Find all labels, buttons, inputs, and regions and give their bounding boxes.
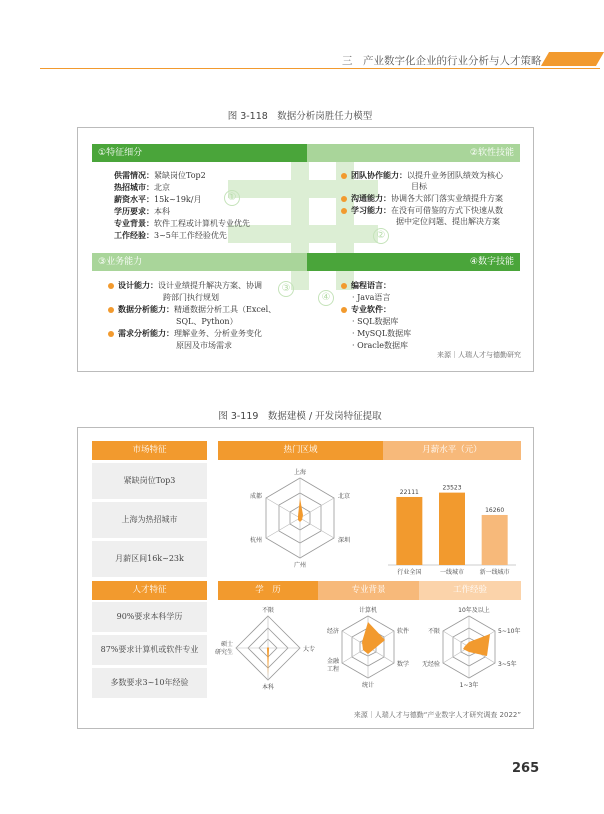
bullet-dot [108,283,114,289]
digital-lang-heading: 编程语言： [341,280,391,291]
salary-bar [439,493,465,565]
edu-label-master-line1: 硕士 [220,641,233,648]
exp-label-5-10: 5~10年 [498,628,521,635]
business-skill-cont: 跨部门执行规划 [163,293,219,302]
edu-label-master-line2: 研究生 [214,649,233,656]
major-label-fin-eng-line2: 工程 [326,666,339,673]
bullet-dot [341,208,347,214]
business-skill-item: 数据分析能力：精通数据分析工具（Excel、 [108,304,276,315]
salary-bar [396,497,422,565]
digital-soft-item: · SQL数据库 [352,317,399,326]
region-label-guangzhou: 广州 [293,562,307,569]
bullet-dot [108,307,114,313]
salary-bar [482,515,508,565]
figure-119-caption: 图 3-119 数据建模 / 开发岗特征提取 [218,411,382,422]
exp-label-1-3: 1~3年 [459,682,479,689]
major-radar [318,602,419,698]
exp-label-any: 不限 [427,628,440,635]
region-label-shenzhen: 深圳 [338,537,351,544]
figure-118-caption: 图 3-118 数据分析岗胜任力模型 [227,111,373,122]
band-digital-skills: ④数字技能 [307,253,520,271]
business-skill-cont: 原因及市场需求 [176,341,232,350]
feature-row: 学历要求：本科 [114,206,170,216]
digital-soft-heading: 专业软件： [341,304,391,315]
circle-mark-2: ② [373,228,389,244]
salary-category-label: 一线城市 [439,569,465,576]
region-label-beijing: 北京 [338,493,351,500]
modeling-feature-figure [77,427,534,729]
business-skill-item: 设计能力：设计业绩提升解决方案、协调 [108,280,262,291]
market-item: 月薪区间16k~23k [92,541,207,577]
feature-row: 热招城市：北京 [114,182,170,192]
chapter-header: 三 产业数字化企业的行业分析与人才策略 [342,55,542,67]
business-skill-item: 需求分析能力：理解业务、分析业务变化 [108,328,262,339]
talent-item: 90%要求本科学历 [92,602,207,632]
experience-data-area [463,634,490,656]
soft-skill-cont: 据中定位问题、提出解决方案 [396,217,500,226]
hot-regions-header: 热门区域 [218,441,383,460]
salary-category-label: 新一线城市 [479,569,510,576]
education-data-area [267,647,269,676]
major-label-economics: 经济 [326,628,339,635]
figure-118-source: 来源｜人瑞人才与德勤研究 [437,351,521,359]
edu-label-any: 不限 [261,607,275,614]
circle-mark-4: ④ [318,290,334,306]
business-skill-cont: SQL、Python） [176,317,238,326]
hash-bar-h2 [228,225,378,243]
education-header: 学 历 [218,581,318,600]
salary-bar-chart [383,463,521,578]
band-soft-skills: ②软性技能 [307,144,520,162]
figure-119-source: 来源｜人瑞人才与德勤“产业数字人才研究调查 2022” [353,711,521,719]
market-features-header: 市场特征 [92,441,207,460]
major-label-cs: 计算机 [358,607,378,614]
feature-row: 供需情况：紧缺岗位Top2 [114,170,206,180]
regions-data-area [298,498,303,522]
talent-features-header: 人才特征 [92,581,207,600]
competency-model-figure [77,127,534,372]
experience-header: 工作经验 [419,581,521,600]
region-label-chengdu: 成都 [249,493,262,500]
education-radar [214,602,318,698]
region-label-hangzhou: 杭州 [249,537,262,544]
circle-mark-1: ① [224,190,240,206]
digital-lang-item: · Java语言 [352,293,391,302]
talent-item: 87%要求计算机或软件专业 [92,635,207,665]
market-item: 上海为热招城市 [92,502,207,538]
edu-label-junior-college: 大专 [303,646,316,653]
major-label-fin-eng [327,657,340,673]
exp-label-none: 无经验 [421,661,440,668]
feature-row: 薪资水平：15k~19k/月 [114,194,202,204]
major-header: 专业背景 [318,581,419,600]
digital-soft-item: · Oracle数据库 [352,341,409,350]
bullet-dot [341,196,347,202]
header-accent-bar [541,52,604,66]
page-number: 265 [512,761,540,776]
band-feature-breakdown: ①特征细分 [92,144,307,162]
salary-value-label: 22111 [399,488,419,496]
header-rule [40,68,600,69]
edu-label-bachelor: 本科 [261,684,275,691]
edu-label-master [215,640,233,656]
digital-soft-item: · MySQL数据库 [352,329,412,338]
experience-radar [419,602,521,698]
salary-category-label: 行业全国 [397,569,422,576]
bullet-dot [341,173,347,179]
talent-item: 多数要求3~10年经验 [92,668,207,698]
hot-regions-radar [218,463,383,578]
major-label-statistics: 统计 [361,682,375,689]
feature-row: 专业背景：软件工程或计算机专业优先 [114,218,250,228]
market-item: 紧缺岗位Top3 [92,463,207,499]
major-label-math: 数学 [397,661,410,668]
band-business-skills: ③业务能力 [92,253,307,271]
bullet-dot [341,283,347,289]
salary-value-label: 16260 [485,506,505,514]
bullet-dot [108,331,114,337]
major-data-area [362,622,385,654]
exp-label-10plus: 10年及以上 [458,607,490,614]
major-label-software: 软件 [397,628,410,635]
soft-skill-item: 沟通能力：协调各大部门落实业绩提升方案 [341,193,503,204]
exp-label-3-5: 3~5年 [498,661,517,668]
salary-value-label: 23523 [442,484,462,492]
salary-header: 月薪水平（元） [383,441,521,460]
soft-skill-cont: 目标 [411,182,427,191]
soft-skill-item: 团队协作能力：以提升业务团队绩效为核心 [341,170,503,181]
circle-mark-3: ③ [278,281,294,297]
soft-skill-item: 学习能力：在没有可借鉴的方式下快速从数 [341,205,503,216]
major-label-fin-eng-line1: 金融 [326,658,339,665]
feature-row: 工作经验：3~5年工作经验优先 [114,230,227,240]
region-label-shanghai: 上海 [293,469,307,476]
bullet-dot [341,307,347,313]
